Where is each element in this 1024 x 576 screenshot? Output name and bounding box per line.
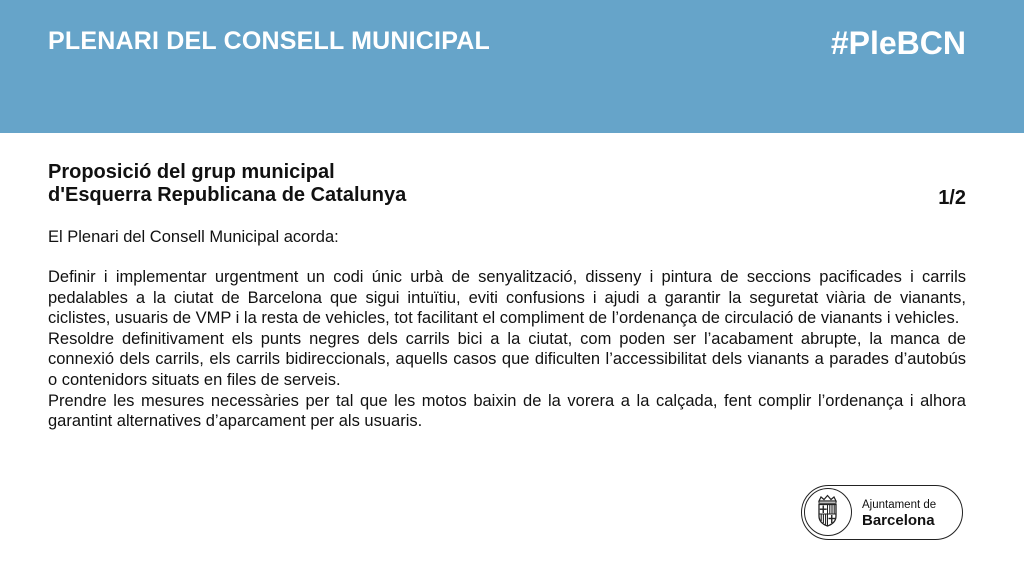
header-banner	[0, 0, 1024, 133]
agreement-paragraph: Definir i implementar urgentment un codi únic urbà de senyalització, disseny i pintura de seccions pacificades i carrils pedalables a la ciutat de Barcelona que sigui intuïtiu, eviti confusions i ajudi a garantir la seguretat viària de vianants, ciclistes, usuaris de VMP i la resta de vehicles, tot facilitant el compliment de l’ordenança de circulació de vianants i vehicles.	[48, 268, 966, 328]
coat-of-arms-graphic	[805, 489, 850, 534]
barcelona-coat-of-arms-icon	[804, 488, 852, 536]
hashtag: #PleBCN	[830, 25, 966, 61]
page-indicator: 1/2	[938, 187, 966, 209]
logo-text	[862, 497, 936, 529]
logo-line2: Barcelona	[862, 512, 935, 529]
header-title: PLENARI DEL CONSELL MUNICIPAL	[48, 27, 490, 55]
proposal-title-line1: Proposició del grup municipal	[48, 161, 335, 183]
agreement-paragraph: Resoldre definitivament els punts negres dels carrils bici a la ciutat, com poden ser l’acabament abrupte, la manca de connexió dels carrils, els carrils bidireccionals, aquells casos que dificulten l’accessibilitat dels vianants a parades d’autobús o contenidors situats en files de serveis.	[48, 329, 966, 389]
ajuntament-logo	[801, 485, 963, 540]
agreement-body	[48, 267, 966, 432]
proposal-title	[48, 161, 406, 207]
intro-text: El Plenari del Consell Municipal acorda:	[48, 228, 339, 246]
agreement-paragraph: Prendre les mesures necessàries per tal que les motos baixin de la vorera a la calçada, fent complir l’ordenança i alhora garantint alternatives d’aparcament per als usuaris.	[48, 391, 966, 431]
logo-line1: Ajuntament de	[862, 499, 937, 511]
proposal-title-line2: d'Esquerra Republicana de Catalunya	[48, 184, 407, 206]
